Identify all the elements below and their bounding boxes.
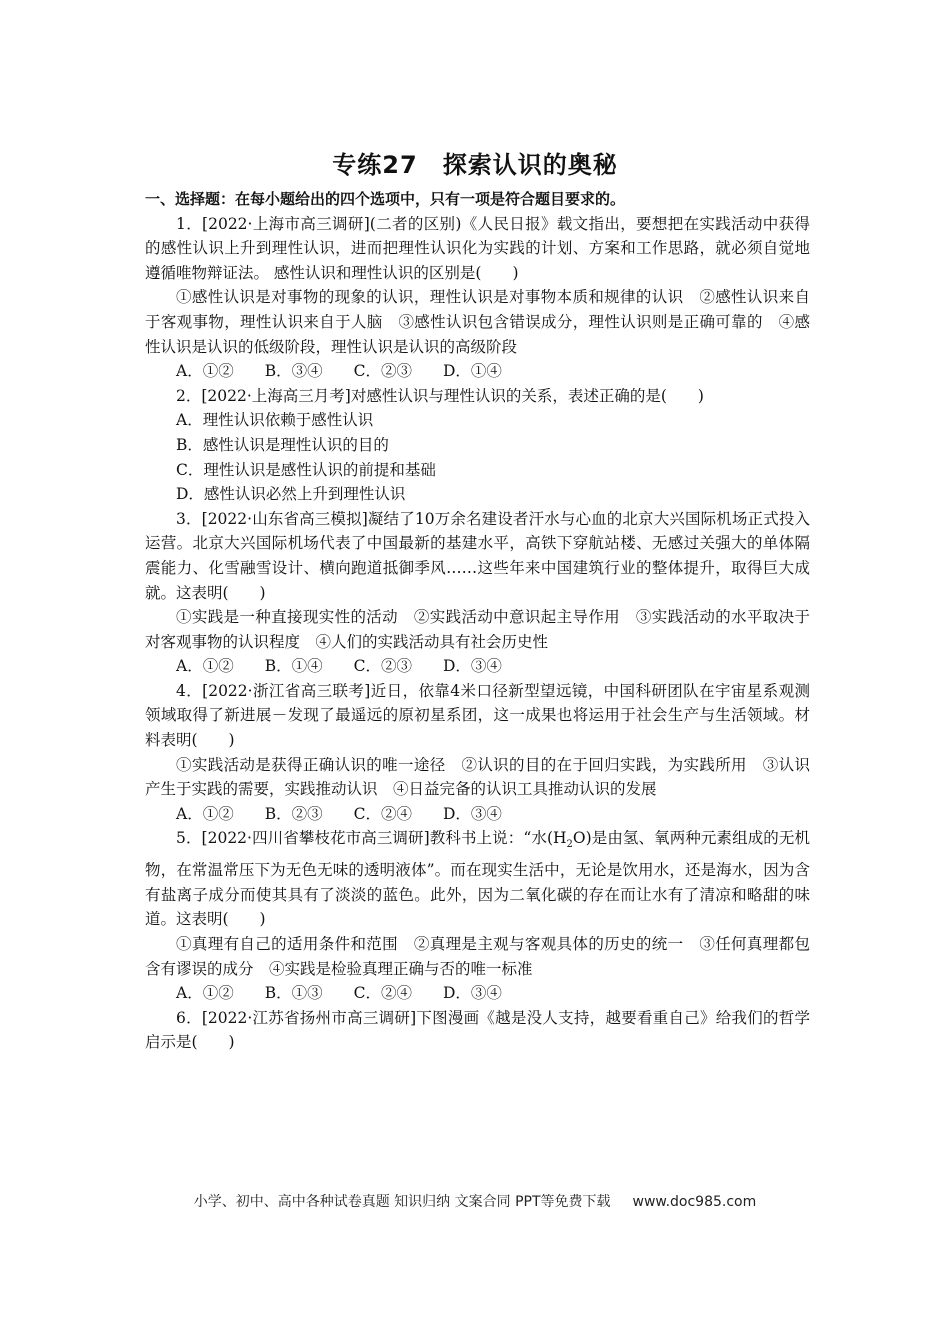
question-2-option-d: D．感性认识必然上升到理性认识 bbox=[176, 485, 406, 504]
question-1-stem: 1．[2022·上海市高三调研](二者的区别)《人民日报》载文指出，要想把在实践活动中获得的感性认识上升到理性认识，进而把理性认识化为实践的计划、方案和工作思路，就必须自觉地遵循唯物辩证法。 感性认识和理性认识的区别是( ) bbox=[145, 214, 810, 282]
footer-url: www.doc985.com bbox=[632, 1194, 757, 1210]
page-title: 专练27 探索认识的奥秘 bbox=[332, 151, 618, 179]
question-5-statements: ①真理有自己的适用条件和范围 ②真理是主观与客观具体的历史的统一 ③任何真理都包含有谬误的成分 ④实践是检验真理正确与否的唯一标准 bbox=[145, 934, 810, 978]
question-3-statements: ①实践是一种直接现实性的活动 ②实践活动中意识起主导作用 ③实践活动的水平取决于对客观事物的认识程度 ④人们的实践活动具有社会历史性 bbox=[145, 608, 810, 651]
question-5-stem bbox=[145, 826, 810, 931]
footer-text: 小学、初中、高中各种试卷真题 知识归纳 文案合同 PPT等免费下载 bbox=[193, 1194, 611, 1210]
question-1-options: A．①② B．③④ C．②③ D．①④ bbox=[176, 362, 502, 381]
question-1-statements: ①感性认识是对事物的现象的认识，理性认识是对事物本质和规律的认识 ②感性认识来自于客观事物，理性认识来自于人脑 ③感性认识包含错误成分，理性认识则是正确可靠的 ④感性认识是认识的低级阶段，理性认识是认识的高级阶段 bbox=[145, 288, 810, 356]
question-5-stem-part1: 5．[2022·四川省攀枝花市高三调研]教科书上说：“水(H bbox=[176, 829, 567, 848]
question-5-options: A．①② B．①③ C．②④ D．③④ bbox=[176, 984, 502, 1003]
question-2-option-a: A．理性认识依赖于感性认识 bbox=[176, 411, 374, 430]
question-6-stem: 6．[2022·江苏省扬州市高三调研]下图漫画《越是没人支持，越要看重自己》给我们的哲学启示是( ) bbox=[145, 1008, 810, 1052]
question-3-options: A．①② B．①④ C．②③ D．③④ bbox=[176, 657, 502, 676]
page-footer bbox=[0, 1191, 950, 1211]
question-2-option-c: C．理性认识是感性认识的前提和基础 bbox=[176, 460, 436, 479]
question-4-stem: 4．[2022·浙江省高三联考]近日，依靠4米口径新型望远镜，中国科研团队在宇宙星系观测领域取得了新进展－发现了最遥远的原初星系团，这一成果也将运用于社会生产与生活领域。材料表明( ) bbox=[145, 681, 810, 750]
section-heading: 一、选择题：在每小题给出的四个选项中，只有一项是符合题目要求的。 bbox=[145, 190, 626, 208]
question-4-options: A．①② B．②③ C．②④ D．③④ bbox=[176, 804, 502, 823]
question-2-stem: 2．[2022·上海高三月考]对感性认识与理性认识的关系，表述正确的是( ) bbox=[176, 386, 704, 405]
question-4-statements: ①实践活动是获得正确认识的唯一途径 ②认识的目的在于回归实践，为实践所用 ③认识产生于实践的需要，实践推动认识 ④日益完备的认识工具推动认识的发展 bbox=[145, 755, 810, 799]
question-list bbox=[145, 187, 810, 1055]
question-5-stem-part2: O)是由氢、氧两种元素组成的无机物，在常温常压下为无色无味的透明液体”。而在现实生活中，无论是饮用水，还是海水，因为含有盐离子成分而使其具有了淡淡的蓝色。此外，因为二氧化碳的存在而让水有了清凉和略甜的味道。这表明( ) bbox=[145, 829, 810, 929]
question-2-option-b: B．感性认识是理性认识的目的 bbox=[176, 435, 389, 454]
formula-subscript: 2 bbox=[566, 839, 573, 851]
question-3-stem: 3．[2022·山东省高三模拟]凝结了10万余名建设者汗水与心血的北京大兴国际机场正式投入运营。北京大兴国际机场代表了中国最新的基建水平，高铁下穿航站楼、无感过关强大的单体隔震能力、化雪融雪设计、横向跑道抵御季风……这些年来中国建筑行业的整体提升，取得巨大成就。这表明( ) bbox=[145, 509, 810, 602]
